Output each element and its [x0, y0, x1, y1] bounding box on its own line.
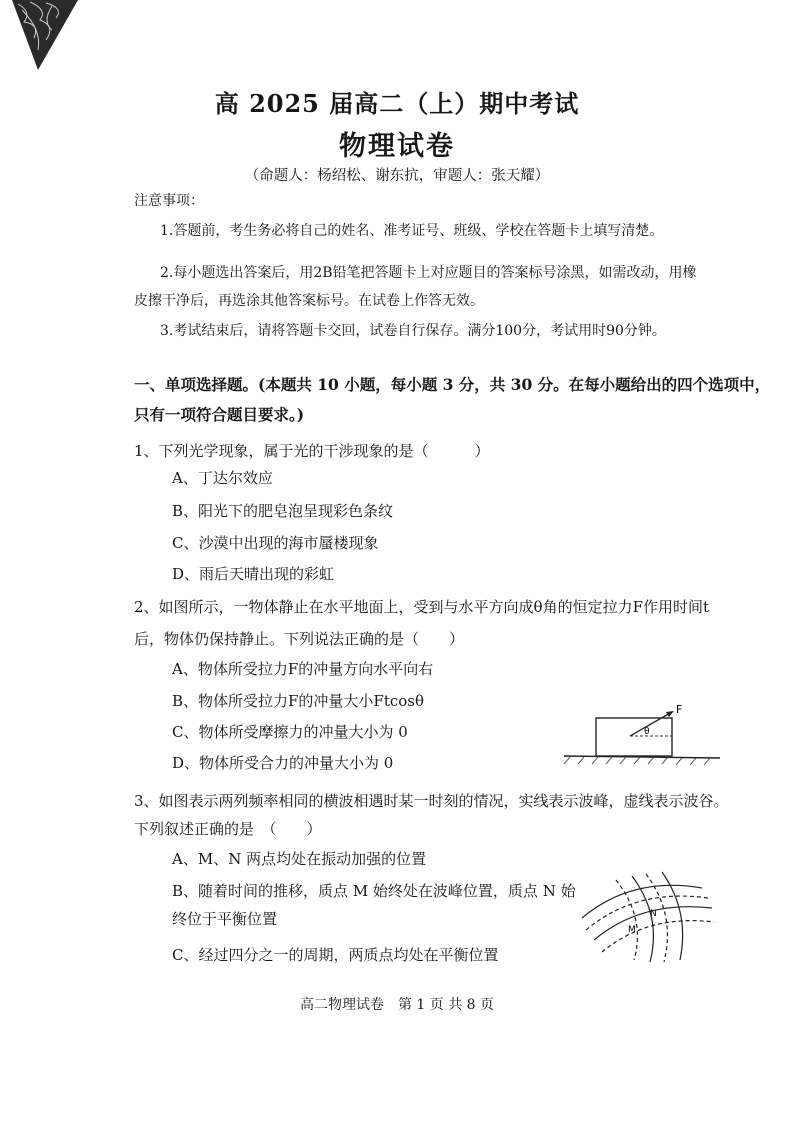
notice-heading: 注意事项：	[134, 193, 204, 209]
page-footer: 高二物理试卷 第 1 页 共 8 页	[299, 997, 495, 1013]
force-arrowhead	[666, 711, 674, 717]
corner-stamp-graphic	[12, 0, 82, 72]
force-label: F	[676, 703, 683, 716]
exam-subtitle: 物理试卷	[339, 131, 455, 162]
exam-authors: （命题人：杨绍松、谢东抗，审题人：张天耀）	[244, 168, 550, 184]
section-1-header-line-2: 只有一项符合题目要求。)	[134, 405, 305, 424]
block	[596, 718, 672, 756]
notice-item-2-line-2: 皮擦干净后，再选涂其他答案标号。在试卷上作答无效。	[134, 293, 484, 309]
notice-item-2-line-1: 2.每小题选出答案后，用2B铅笔把答题卡上对应题目的答案标号涂黑，如需改动，用橡	[160, 265, 697, 281]
question-1-option-b: B、阳光下的肥皂泡呈现彩色条纹	[172, 502, 394, 520]
section-1-header-line-1: 一、单项选择题。(本题共 10 小题，每小题 3 分，共 30 分。在每小题给出的四个选项中，	[134, 375, 771, 394]
point-n-label: N	[650, 909, 657, 919]
question-1-stem-close: ）	[474, 442, 490, 460]
point-m-label: M	[628, 925, 636, 935]
question-3-figure	[572, 866, 722, 966]
question-2-option-d: D、物体所受合力的冲量大小为 0	[172, 754, 394, 772]
question-1-option-c: C、沙漠中出现的海市蜃楼现象	[172, 534, 379, 552]
question-3-stem-line-1: 3、如图表示两列频率相同的横波相遇时某一时刻的情况，实线表示波峰，虚线表示波谷。	[134, 792, 729, 810]
force-arrow	[630, 712, 672, 736]
question-3-option-b-line-1: B、随着时间的推移，质点 M 始终处在波峰位置，质点 N 始	[172, 882, 576, 900]
exam-title: 高 2025 届高二（上）期中考试	[214, 89, 580, 118]
angle-label: θ	[644, 727, 650, 737]
question-1-stem	[134, 440, 490, 461]
question-1-stem-text: 1、下列光学现象，属于光的干涉现象的是（	[134, 442, 429, 460]
question-2-option-c: C、物体所受摩擦力的冲量大小为 0	[172, 723, 408, 741]
question-2-stem-line-2: 后，物体仍保持静止。下列说法正确的是（ ）	[134, 630, 465, 648]
question-3-option-a: A、M、N 两点均处在振动加强的位置	[172, 850, 427, 868]
question-2-figure	[560, 700, 730, 772]
question-2-option-a: A、物体所受拉力F的冲量方向水平向右	[172, 660, 434, 678]
question-3-option-c: C、经过四分之一的周期，两质点均处在平衡位置	[172, 946, 499, 964]
question-2-option-b: B、物体所受拉力F的冲量大小Ftcosθ	[172, 692, 425, 710]
crest-lines	[582, 872, 712, 962]
question-3-stem-line-2: 下列叙述正确的是 （ ）	[134, 820, 322, 838]
question-1-option-a: A、丁达尔效应	[172, 469, 273, 487]
notice-item-3: 3.考试结束后，请将答题卡交回，试卷自行保存。满分100分，考试用时90分钟。	[160, 323, 666, 339]
question-2-stem-line-1: 2、如图所示，一物体静止在水平地面上，受到与水平方向成θ角的恒定拉力F作用时间t	[134, 598, 710, 616]
question-3-option-b-line-2: 终位于平衡位置	[172, 910, 278, 928]
question-1-option-d: D、雨后天晴出现的彩虹	[172, 565, 335, 583]
notice-item-1: 1.答题前，考生务必将自己的姓名、准考证号、班级、学校在答题卡上填写清楚。	[160, 223, 664, 239]
